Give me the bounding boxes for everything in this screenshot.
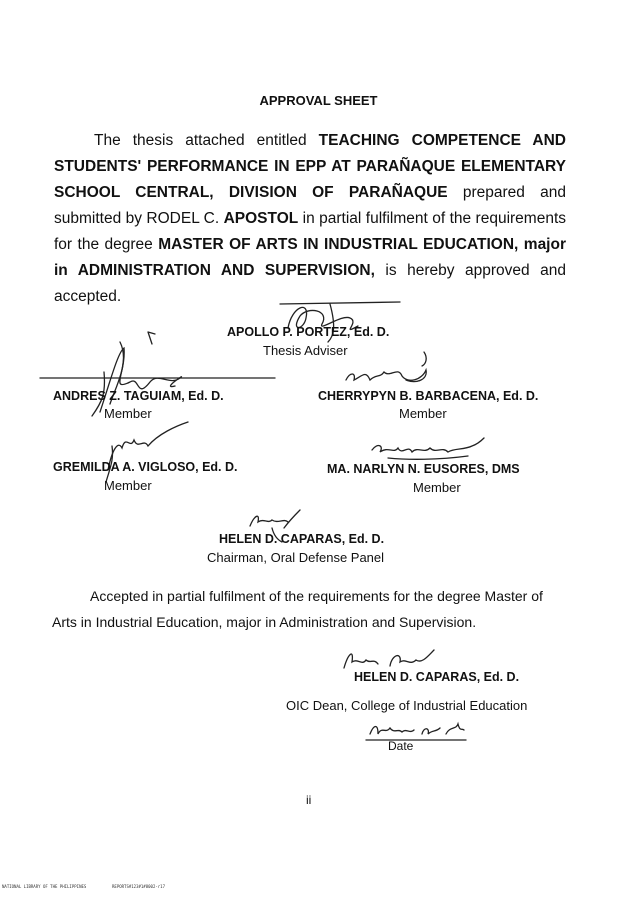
paragraph-line [54, 232, 566, 258]
member-name: GREMILDA A. VIGLOSO, Ed. D. [53, 460, 238, 474]
adviser-role: Thesis Adviser [263, 343, 348, 358]
member-role: Member [104, 478, 152, 493]
barbacena-signature [336, 350, 436, 390]
page-number: ii [306, 793, 312, 807]
text-run: accepted. [54, 288, 122, 305]
text-run: for the degree [54, 236, 159, 253]
chairman-name: HELEN D. CAPARAS, Ed. D. [219, 532, 385, 546]
date-handwriting [366, 718, 466, 742]
text-run: is hereby approved and [374, 262, 566, 279]
paragraph-line [54, 128, 566, 154]
vigloso-signature [88, 420, 198, 484]
approval-paragraph [54, 128, 566, 310]
taguiam-signature [40, 342, 280, 422]
degree-run: MASTER OF ARTS IN INDUSTRIAL EDUCATION, major [158, 236, 566, 253]
paragraph-line [54, 206, 566, 232]
paragraph-line [54, 180, 566, 206]
text-run: The thesis attached entitled [94, 132, 319, 149]
paragraph-line [54, 258, 566, 284]
author-run: APOSTOL [223, 210, 299, 227]
acceptance-line: Arts in Industrial Education, major in Administration and Supervision. [52, 614, 477, 630]
text-run: submitted by RODEL C. [54, 210, 224, 227]
major-run: in ADMINISTRATION AND SUPERVISION, [54, 262, 375, 279]
member-role: Member [104, 406, 152, 421]
member-name: MA. NARLYN N. EUSORES, DMS [327, 462, 520, 476]
text-run: prepared and [447, 184, 566, 201]
page-title: APPROVAL SHEET [259, 93, 378, 108]
adviser-name: APOLLO P. PORTEZ, Ed. D. [227, 325, 390, 339]
paragraph-line [54, 154, 566, 180]
dean-role: OIC Dean, College of Industrial Education [286, 698, 528, 713]
footer-reference: REPORTS#123#1#8002-r17 [112, 884, 165, 889]
member-role: Member [399, 406, 447, 421]
acceptance-line: Accepted in partial fulfilment of the requirements for the degree Master of [90, 588, 543, 604]
member-role: Member [413, 480, 461, 495]
thesis-title-run: TEACHING COMPETENCE AND [318, 132, 567, 149]
thesis-title-run: STUDENTS' PERFORMANCE IN EPP AT PARAÑAQUE ELEMENTARY [54, 158, 566, 175]
text-run: in partial fulfilment of the requirements [298, 210, 567, 227]
footer-library-stamp: NATIONAL LIBRARY OF THE PHILIPPINES [2, 884, 87, 889]
member-name: ANDRES Z. TAGUIAM, Ed. D. [53, 389, 224, 403]
chairman-role: Chairman, Oral Defense Panel [207, 550, 385, 565]
dean-name: HELEN D. CAPARAS, Ed. D. [354, 670, 520, 684]
member-name: CHERRYPYN B. BARBACENA, Ed. D. [318, 389, 539, 403]
thesis-title-run: SCHOOL CENTRAL, DIVISION OF PARAÑAQUE [54, 184, 448, 201]
date-label: Date [388, 739, 414, 753]
